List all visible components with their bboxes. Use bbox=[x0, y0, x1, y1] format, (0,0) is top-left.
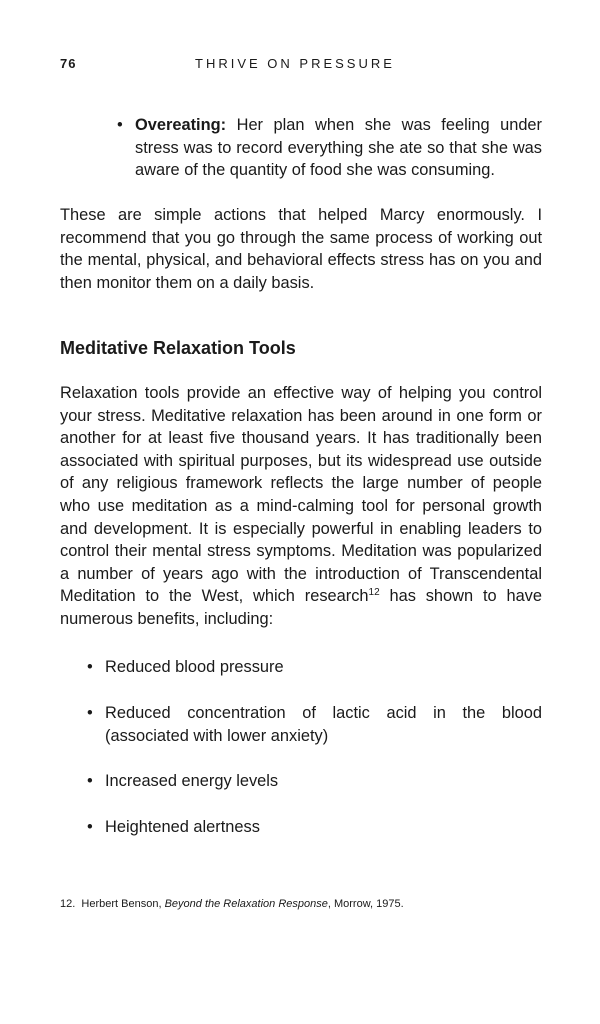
footnote-ref: 12 bbox=[368, 587, 380, 599]
paragraph-relaxation bbox=[60, 382, 542, 631]
list-item-text: Reduced blood pressure bbox=[105, 658, 284, 676]
bullet-marker: • bbox=[87, 704, 93, 722]
bullet-text: Her plan when she was feeling under stress was to record everything she ate so that she was aware of the quantity of food she was consuming. bbox=[135, 116, 543, 180]
bullet-marker: • bbox=[87, 772, 93, 790]
list-item bbox=[87, 770, 542, 793]
footnote-number: 12. bbox=[60, 898, 76, 910]
section-heading: Meditative Relaxation Tools bbox=[60, 338, 296, 358]
list-item bbox=[87, 656, 542, 679]
footnote bbox=[60, 898, 404, 910]
footnote-publisher: , Morrow, 1975. bbox=[327, 898, 404, 910]
bullet-marker: • bbox=[117, 116, 123, 134]
bullet-marker: • bbox=[87, 658, 93, 676]
list-item-text: Heightened alertness bbox=[105, 818, 260, 836]
footnote-author: Herbert Benson, bbox=[81, 898, 162, 910]
list-item-text: Reduced concentration of lactic acid in the blood (associated with lower anxiety) bbox=[105, 704, 542, 745]
footnote-title: Beyond the Relaxation Response bbox=[164, 898, 328, 910]
list-item bbox=[87, 816, 542, 839]
paragraph-text: Relaxation tools provide an effective way of helping you control your stress. Meditative relaxation has been around in one form or another for at least five thousand years. It has traditionally been associated with spiritual purposes, but its widespread use outside of any religious framework reflects the large number of people who use meditation as a mind-calming tool for personal growth and development. It is especially powerful in enabling leaders to control their mental stress symptoms. Meditation was popularized a number of years ago with the introduction of Transcendental Meditation to the West, which research bbox=[60, 384, 542, 606]
list-item bbox=[87, 702, 542, 747]
bullet-marker: • bbox=[87, 818, 93, 836]
running-header bbox=[60, 56, 542, 76]
paragraph-text: has shown to have numerous benefits, including: bbox=[60, 587, 542, 628]
running-title: THRIVE ON PRESSURE bbox=[195, 56, 395, 71]
bullet-lead: Overeating: bbox=[135, 116, 227, 134]
paragraph-marcy: These are simple actions that helped Marcy enormously. I recommend that you go through the same process of working out the mental, physical, and behavioral effects stress has on you and then monitor them on a daily basis. bbox=[60, 206, 542, 292]
overeating-bullet bbox=[117, 114, 543, 182]
list-item-text: Increased energy levels bbox=[105, 772, 279, 790]
page-number: 76 bbox=[60, 56, 77, 71]
